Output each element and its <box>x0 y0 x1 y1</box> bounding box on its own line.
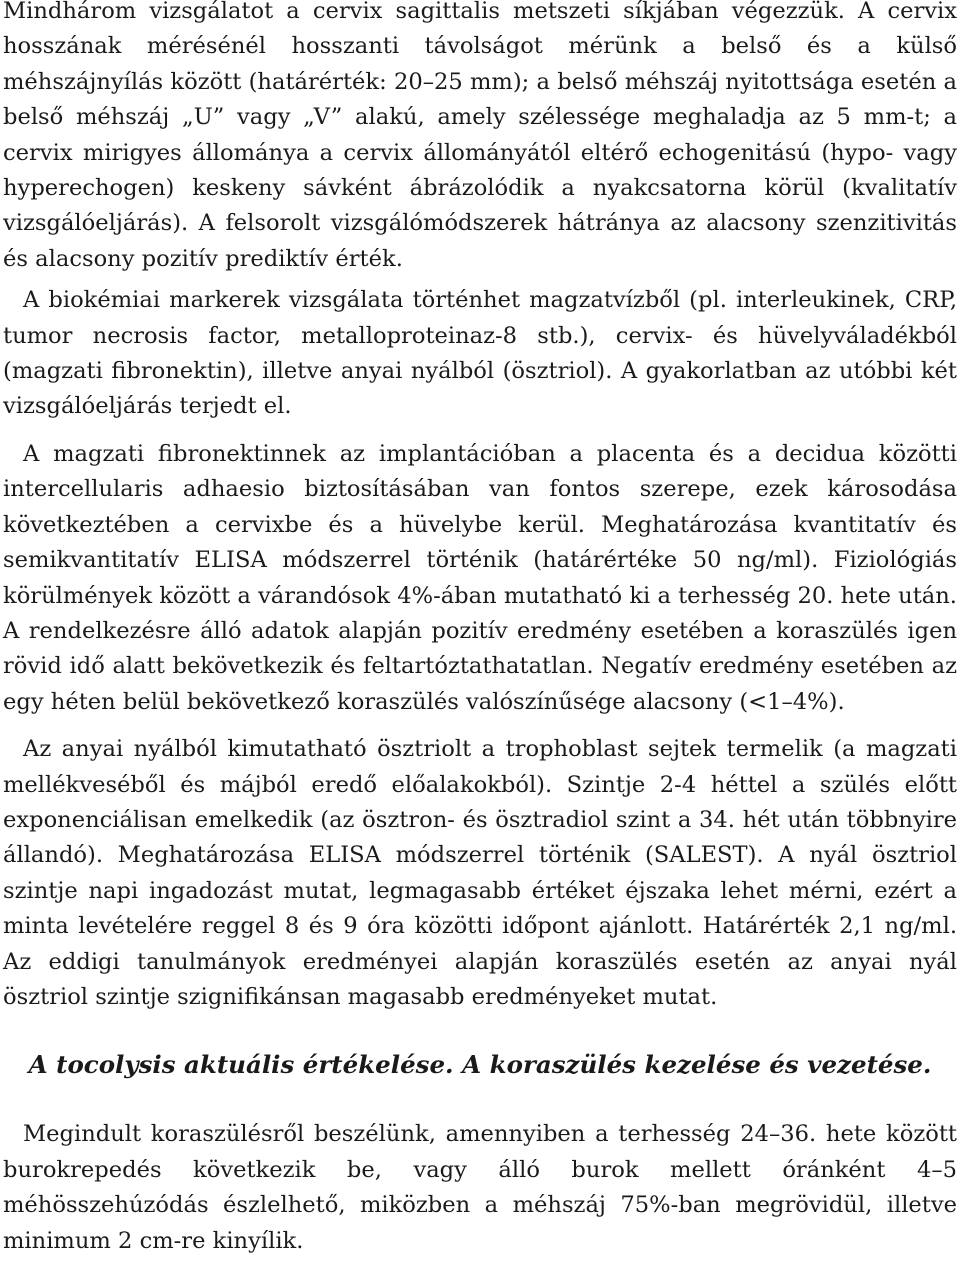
paragraph-fetal-fibronectin: A magzati fibronektinnek az implantációban a placenta és a decidua közötti intercellularis adhaesio biztosításában van fontos szerepe, ezek károsodása következtében a cervixbe és a hüvelybe kerül. Meghatározása kvantitatív és semikvantitatív ELISA módszerrel történik (határértéke 50 ng/ml). Fiziológiás körülmények között a várandósok 4%-ában mutatható ki a terhesség 20. hete után. A rendelkezésre álló adatok alapján pozitív eredmény esetében a koraszülés igen rövid idő alatt bekövetkezik és feltartóztathatatlan. Negatív eredmény esetében az egy héten belül bekövetkező koraszülés valószínűsége alacsony (<1–4%). <box>3 440 957 715</box>
document-page <box>3 0 957 1259</box>
paragraph-biochemical-markers: A biokémiai markerek vizsgálata történhet magzatvízből (pl. interleukinek, CRP, tumor necrosis factor, metalloproteinaz-8 stb.), cervix- és hüvelyváladékból (magzati fibronektin), illetve anyai nyálból (ösztriol). A gyakorlatban az utóbbi két vizsgálóeljárás terjedt el. <box>3 287 957 420</box>
paragraph-preterm-labor-definition: Megindult koraszülésről beszélünk, amennyiben a terhesség 24–36. hete között burokrepedés következik be, vagy álló burok mellett óránként 4–5 méhösszehúzódás észlelhető, miközben a méhszáj 75%-ban megrövidül, illetve minimum 2 cm-re kinyílik. <box>3 1121 957 1254</box>
paragraph-cervix-ultrasound: Mindhárom vizsgálatot a cervix sagittalis metszeti síkjában végezzük. A cervix hosszának mérésénél hosszanti távolságot mérünk a belső és a külső méhszájnyílás között (határérték: 20–25 mm); a belső méhszáj nyitottsága esetén a belső méhszáj „U” vagy „V” alakú, amely szélessége meghaladja az 5 mm-t; a cervix mirigyes állománya a cervix állományától eltérő echogenitású (hypo- vagy hyperechogen) keskeny sávként ábrázolódik a nyakcsatorna körül (kvalitatív vizsgálóeljárás). A felsorolt vizsgálómódszerek hátránya az alacsony szenzitivitás és alacsony pozitív prediktív érték. <box>3 0 957 272</box>
paragraph-salivary-estriol: Az anyai nyálból kimutatható ösztriolt a trophoblast sejtek termelik (a magzati mellékveséből és májból eredő előalakokból). Szintje 2-4 héttel a szülés előtt exponenciálisan emelkedik (az ösztron- és ösztradiol szint a 34. hét után többnyire állandó). Meghatározása ELISA módszerrel történik (SALEST). A nyál ösztriol szintje napi ingadozást mutat, legmagasabb értéket éjszaka lehet mérni, ezért a minta levételére reggel 8 és 9 óra közötti időpont ajánlott. Határérték 2,1 ng/ml. Az eddigi tanulmányok eredményei alapján koraszülés esetén az anyai nyál ösztriol szintje szignifikánsan magasabb eredményeket mutat. <box>3 736 957 1010</box>
section-heading: A tocolysis aktuális értékelése. A koraszülés kezelése és vezetése. <box>28 1050 932 1080</box>
